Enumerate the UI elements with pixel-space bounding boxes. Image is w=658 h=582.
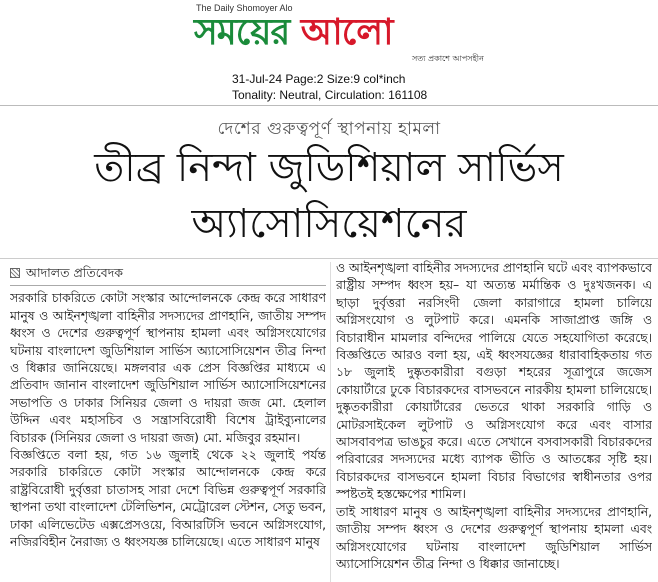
article-column-right: [336, 260, 652, 582]
clipping-meta-line-2: Tonality: Neutral, Circulation: 161108: [232, 88, 428, 102]
masthead: [0, 0, 658, 68]
article-column-left: [10, 260, 326, 582]
article-headline: [0, 140, 658, 252]
byline-divider: [10, 285, 326, 286]
newspaper-tagline: সত্য প্রকাশে আপসহীন: [412, 54, 484, 63]
paragraph-right-2: তাই সাধারণ মানুষ ও আইনশৃঙ্খলা বাহিনীর সদস্যদের প্রাণহানি, জাতীয় সম্পদ ধ্বংস ও দেশের গুরুত্বপূর্ণ স্থাপনায় হামলা এবং অগ্নিসংযোগের ঘটনায় বাংলাদেশ জুডিশিয়াল সার্ভিস অ্যাসোসিয়েশন তীব্র নিন্দা ও ধিক্কার জানাচ্ছে।: [336, 504, 652, 571]
newspaper-english-name: The Daily Shomoyer Alo: [196, 3, 293, 13]
article-kicker: দেশের গুরুত্বপূর্ণ স্থাপনায় হামলা: [217, 119, 441, 139]
byline: [10, 264, 326, 281]
column-divider: [330, 262, 331, 582]
paragraph-left-2: বিজ্ঞপ্তিতে বলা হয়, গত ১৬ জুলাই থেকে ২২ জুলাই পর্যন্ত সরকারি চাকরিতে কোটা সংস্কার আন্দোলনকে কেন্দ্র করে রাষ্ট্রবিরোধী দুর্বৃত্তরা চাতাসহ সারা দেশে বিভিন্ন গুরুত্বপূর্ণ সরকারি স্থাপনা তথা বাংলাদেশ টেলিভিশন, মেট্রোরেল স্টেশন, সেতু ভবন, ঢাকা এলিভেটেড এক্সপ্রেসওয়ে, বিআরটিসি ভবনে অগ্নিসংযোগ, নজিরবিহীন নৈরাজ্য ও ধ্বংসযজ্ঞ চালিয়েছে। এতে সাধারণ মানুষ: [10, 448, 326, 550]
headline-divider: [0, 258, 658, 259]
logo-part-2: আলো: [300, 12, 393, 53]
paragraph-right-1: ও আইনশৃঙ্খলা বাহিনীর সদস্যদের প্রাণহানি ঘটে এবং ব্যাপকভাবে রাষ্ট্রীয় সম্পদ ধ্বংস হয়– যা অত্যন্ত মর্মান্তিক ও দুঃখজনক। এ ছাড়া দুর্বৃত্তরা নরসিংদী জেলা কারাগারে হামলা চালিয়ে অগ্নিসংযোগ ও লুটপাট করে। এমনকি সাজাপ্রাপ্ত জঙ্গি ও বিচারাধীন মামলার বন্দিদের পালিয়ে যেতে সহযোগিতা করেছে। বিজ্ঞপ্তিতে আরও বলা হয়, এই ধ্বংসযজ্ঞের ধারাবাহিকতায় গত ১৮ জুলাই দুষ্কৃতকারীরা বগুড়া শহরের সূত্রাপুরে জজেস কোয়ার্টারে ঢুকে বিচারকদের বাসভবনে নারকীয় হামলা চালিয়েছে। দুষ্কৃতকারীরা কোয়ার্টারের ভেতরে থাকা সরকারি গাড়ি ও মোটরসাইকেল লুটপাট ও অগ্নিসংযোগ করে এবং বাসার আসবাবপত্র ভাঙচুর করে। এতে সেখানে বসবাসকারী বিচারকদের পরিবারের সদস্যদের মধ্যে ব্যাপক ভীতি ও আতঙ্কের সৃষ্টি হয়। বিচারকদের বাসভবনে হামলা বিচার বিভাগের স্বাধীনতার ওপর স্পষ্টতই হস্তক্ষেপের শামিল।: [336, 261, 652, 502]
newspaper-logo: [194, 12, 393, 54]
byline-text: আদালত প্রতিবেদক: [26, 265, 124, 280]
header-divider: [0, 105, 658, 106]
headline-line-1: তীব্র নিন্দা জুডিশিয়াল সার্ভিস: [94, 145, 564, 191]
paragraph-left-1: সরকারি চাকরিতে কোটা সংস্কার আন্দোলনকে কেন্দ্র করে সাধারণ মানুষ ও আইনশৃঙ্খলা বাহিনীর সদস্যদের প্রাণহানি, জাতীয় সম্পদ ধ্বংস ও দেশের গুরুত্বপূর্ণ স্থাপনায় হামলা এবং অগ্নিসংযোগের ঘটনায় বাংলাদেশ জুডিশিয়াল সার্ভিস অ্যাসোসিয়েশন তীব্র নিন্দা ও ধিক্কার জানিয়েছে। মঙ্গলবার এক প্রেস বিজ্ঞপ্তির মাধ্যমে এ প্রতিবাদ জানান বাংলাদেশ জুডিশিয়াল সার্ভিস অ্যাসোসিয়েশনের সভাপতি ও ঢাকার সিনিয়র জেলা ও দায়রা জজ মো. হেলাল উদ্দিন এবং মহাসচিব ও সন্ত্রাসবিরোধী বিশেষ ট্রাইব্যুনালের বিচারক (সিনিয়র জেলা ও দায়রা জজ) মো. মজিবুর রহমান।: [10, 291, 326, 445]
clipping-meta-line-1: 31-Jul-24 Page:2 Size:9 col*inch: [232, 72, 406, 86]
byline-marker-icon: [10, 268, 20, 278]
logo-part-1: সময়ের: [194, 12, 290, 53]
headline-line-2: অ্যাসোসিয়েশনের: [191, 201, 467, 247]
